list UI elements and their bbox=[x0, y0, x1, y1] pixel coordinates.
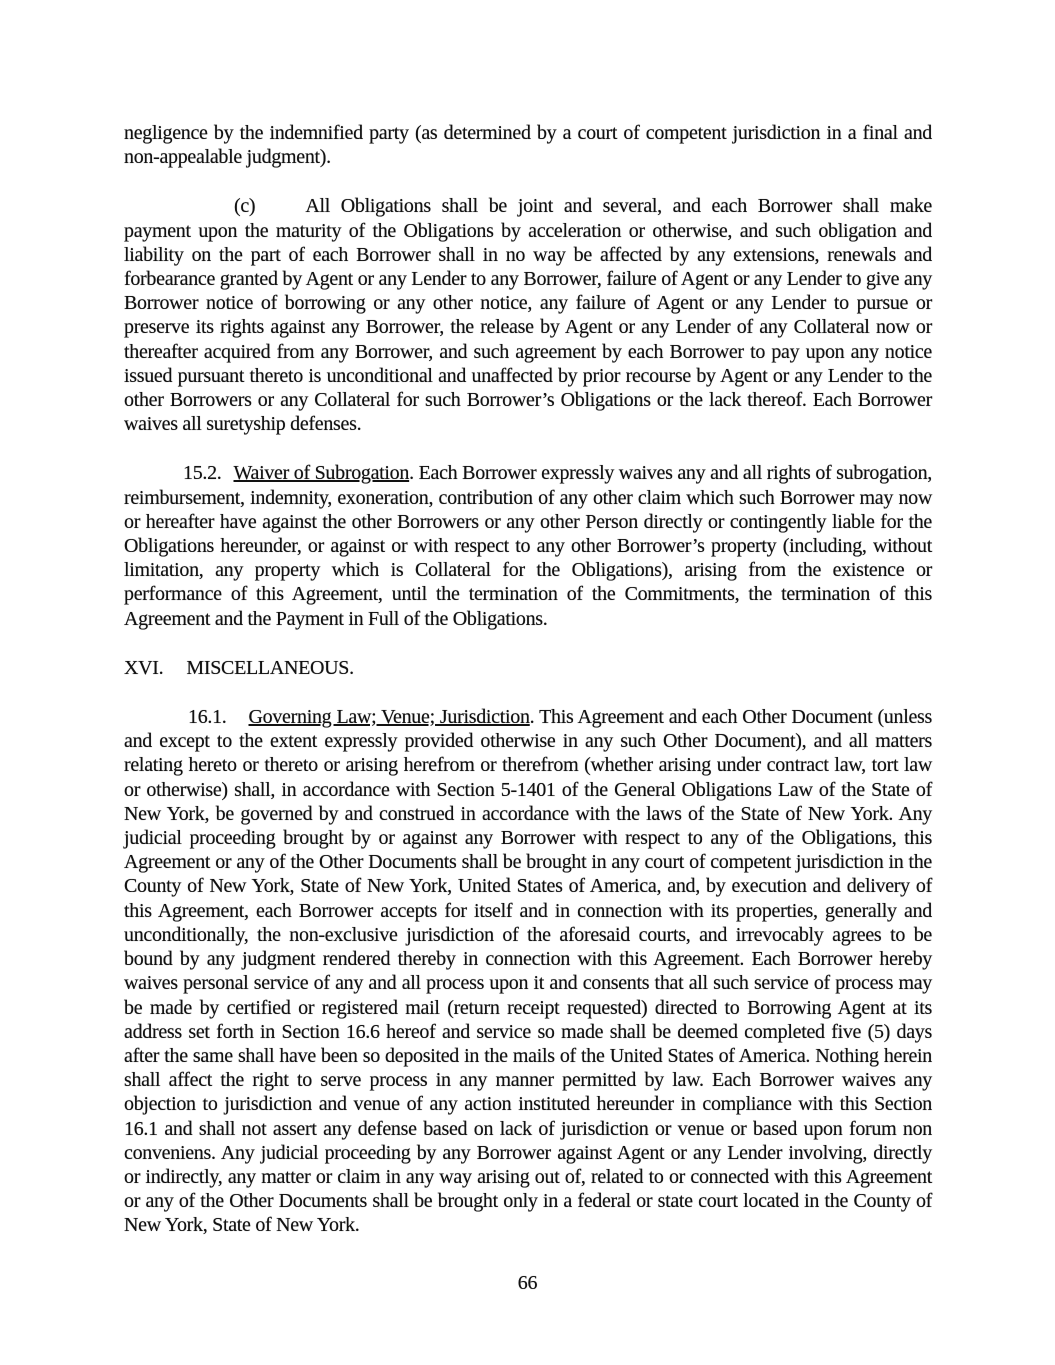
tab-space bbox=[255, 211, 305, 212]
text-run: All Obligations shall be joint and several, and each Borrower shall make payment upon the maturity of the Obligations by acceleration or otherwise, and such obligation and liability on the part of each Borrower shall in no way be affected by any extensions, renewals and forbearance granted by Agent or any Lender to any Borrower, failure of Agent or any Lender to give any Borrower notice of borrowing or any other notice, any failure of Agent or any Lender to pursue or preserve its rights against any Borrower, the release by Agent or any Lender of any Collateral now or thereafter acquired from any Borrower, and such agreement by each Borrower to pay upon any notice issued pursuant thereto is unconditional and unaffected by prior recourse by Agent or any Lender to the other Borrowers or any Collateral for such Borrower’s Obligations or the lack thereof. Each Borrower waives all suretyship defenses. bbox=[124, 195, 932, 436]
tab-space bbox=[222, 478, 234, 479]
text-run: 16.1. bbox=[188, 706, 227, 729]
underlined-section-title: Governing Law; Venue; Jurisdiction bbox=[248, 706, 530, 729]
tab-space bbox=[163, 673, 186, 674]
text-run: . Each Borrower expressly waives any and all rights of subrogation, reimbursement, indemnity, exoneration, contribution of any other claim which such Borrower may now or hereafter have against the other Borrowers or any other Person directly or contingently liable for the Obligations hereunder, or against or with respect to any other Borrower’s property (including, without limitation, any property which is Collateral for the Obligations), arising from the existence or performance of this Agreement, until the termination of the Commitments, the termination of this Agreement and the Payment in Full of the Obligations. bbox=[124, 462, 932, 630]
para-indemnity-continuation bbox=[124, 121, 932, 169]
text-run: 15.2. bbox=[183, 462, 222, 485]
text-run: XVI. bbox=[124, 656, 164, 679]
para-section-16-1-governing-law-venue-jurisdiction bbox=[124, 705, 932, 1237]
document-body bbox=[124, 121, 932, 1263]
text-run: MISCELLANEOUS. bbox=[186, 656, 354, 679]
para-subsection-c-joint-and-several bbox=[124, 194, 932, 436]
text-run: negligence by the indemnified party (as determined by a court of competent jurisdiction in a final and non-appealable judgment). bbox=[124, 122, 932, 169]
para-section-15-2-waiver-of-subrogation bbox=[124, 461, 932, 630]
underlined-section-title: Waiver of Subrogation bbox=[233, 462, 410, 485]
heading-article-xvi-miscellaneous bbox=[124, 656, 932, 680]
tab-space bbox=[227, 722, 249, 723]
text-run: (c) bbox=[234, 195, 256, 218]
text-run: . This Agreement and each Other Document (unless and except to the extent expressly provided otherwise in any such Other Document), and all matters relating hereto or thereto or arising herefrom or therefrom (whether arising under contract law, tort law or otherwise) shall, in accordance with Section 5-1401 of the General Obligations Law of the State of New York, be governed by and construed in accordance with the laws of the State of New York. Any judicial proceeding brought by or against any Borrower with respect to any of the Obligations, this Agreement or any of the Other Documents shall be brought in any court of competent jurisdiction in the County of New York, State of New York, United States of America, and, by execution and delivery of this Agreement, each Borrower accepts for itself and in connection with its properties, generally and unconditionally, the non-exclusive jurisdiction of the aforesaid courts, and irrevocably agrees to be bound by any judgment rendered thereby in connection with this Agreement. Each Borrower hereby waives personal service of any and all process upon it and consents that all such service of process may be made by certified or registered mail (return receipt requested) directed to Borrowing Agent at its address set forth in Section 16.6 hereof and service so made shall be deemed completed five (5) days after the same shall have been so deposited in the mails of the United States of America. Nothing herein shall affect the right to serve process in any manner permitted by law. Each Borrower waives any objection to jurisdiction and venue of any action instituted hereunder in compliance with this Section 16.1 and shall not assert any defense based on lack of jurisdiction or venue or based upon forum non conveniens. Any judicial proceeding by any Borrower against Agent or any Lender involving, directly or indirectly, any matter or claim in any way arising out of, related to or connected with this Agreement or any of the Other Documents shall be brought only in a federal or state court located in the County of New York, State of New York. bbox=[124, 706, 933, 1237]
page-number: 66 bbox=[517, 1272, 538, 1294]
